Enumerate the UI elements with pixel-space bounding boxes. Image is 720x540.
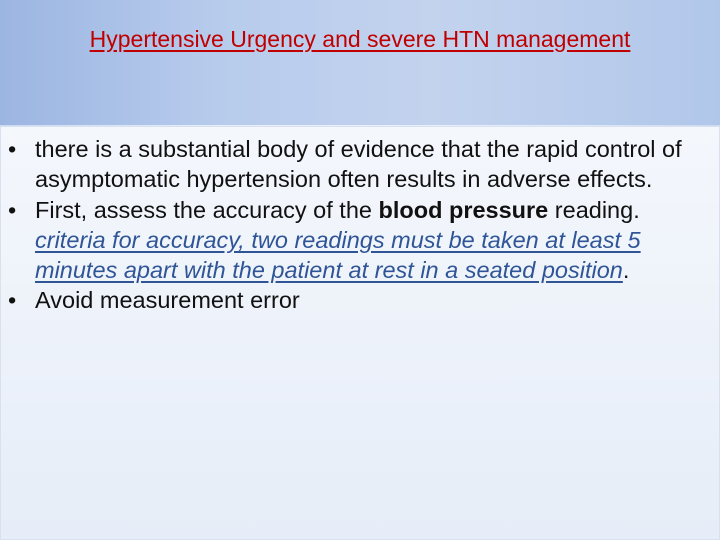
bullet-item-accuracy: [7, 195, 712, 286]
accuracy-criteria-link[interactable]: criteria for accuracy, two readings must be taken at least 5 minutes apart with the patient at rest in a seated position: [35, 226, 641, 284]
bullet-text-measurement: Avoid measurement error: [35, 287, 300, 314]
bullet-text-accuracy-bold: blood pressure: [378, 196, 549, 223]
bullet-text-accuracy-before: First, assess the accuracy of the: [35, 196, 379, 223]
bullet-text-accuracy-after: reading.: [548, 196, 640, 223]
bullet-list: [7, 134, 712, 316]
bullet-item-measurement: [7, 285, 712, 315]
slide-title: Hypertensive Urgency and severe HTN management: [89, 26, 631, 52]
bullet-icon: •: [8, 196, 17, 223]
bullet-text-evidence: there is a substantial body of evidence that the rapid control of asymptomatic hypertension often results in adverse effects.: [35, 136, 682, 193]
bullet-icon: •: [8, 136, 17, 162]
bullet-item-evidence: [7, 134, 712, 195]
bullet-icon: •: [8, 287, 17, 314]
title-bar: [0, 0, 720, 125]
accuracy-criteria-period: .: [622, 257, 630, 284]
content-box: [0, 126, 720, 540]
